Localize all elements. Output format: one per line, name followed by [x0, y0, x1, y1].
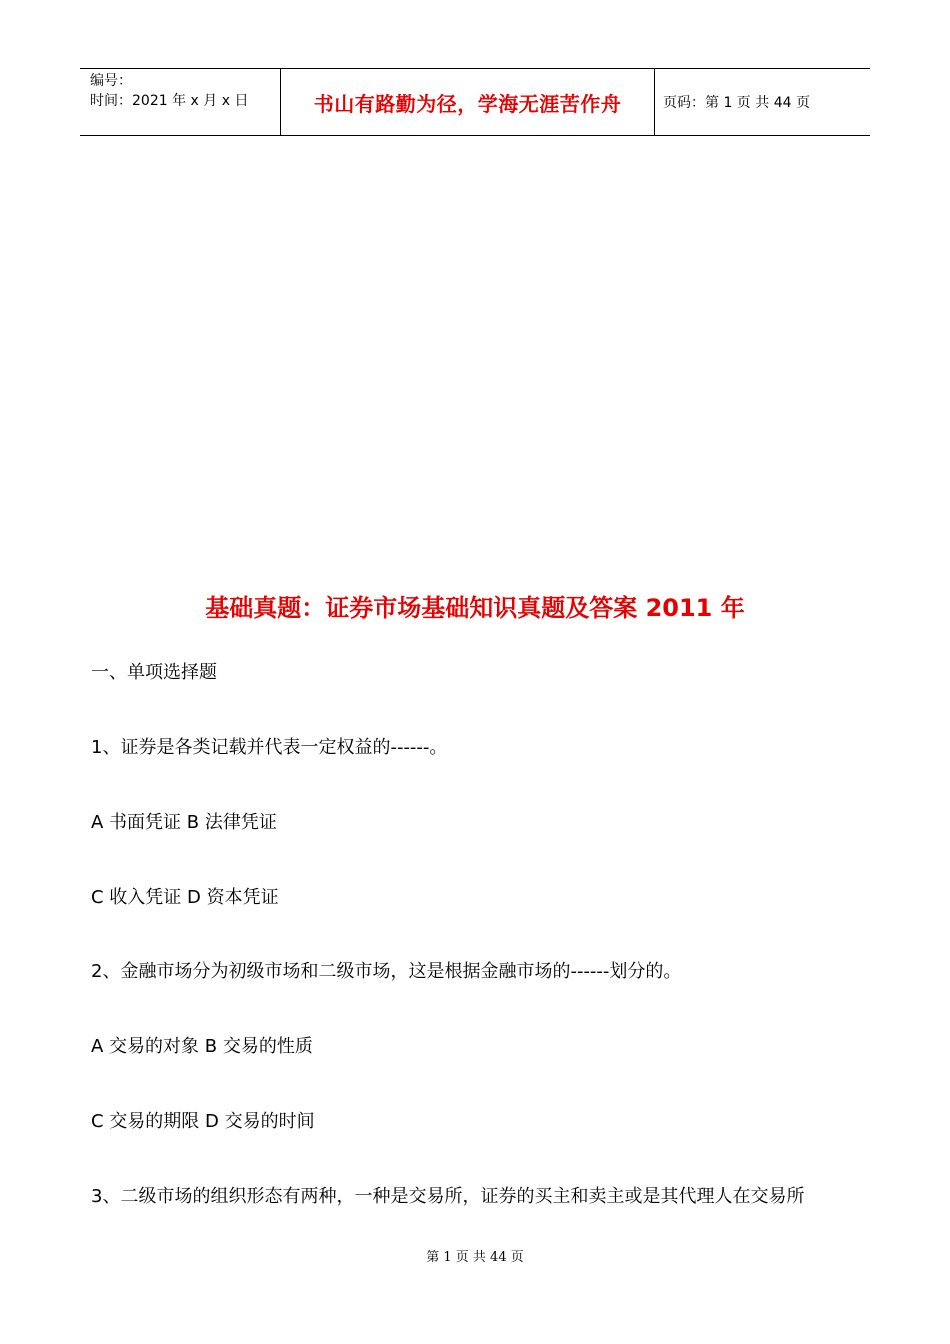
question-1-options-ab: A 书面凭证 B 法律凭证: [91, 812, 277, 833]
question-2-options-ab: A 交易的对象 B 交易的性质: [91, 1036, 313, 1057]
document-time-label: 时间：2021 年 x 月 x 日: [90, 93, 249, 109]
question-2: 2、金融市场分为初级市场和二级市场，这是根据金融市场的------划分的。: [91, 961, 682, 982]
section-heading: 一、单项选择题: [91, 662, 217, 683]
header-page-number: 页码：第 1 页 共 44 页: [663, 95, 810, 111]
header-info-cell: [80, 69, 281, 135]
question-1-options-cd: C 收入凭证 D 资本凭证: [91, 887, 279, 908]
question-1: 1、证券是各类记载并代表一定权益的------。: [91, 737, 448, 758]
page-header: [80, 68, 870, 136]
document-title: 基础真题：证券市场基础知识真题及答案 2011 年: [205, 594, 745, 622]
header-motto: 书山有路勤为径，学海无涯苦作舟: [281, 69, 655, 135]
page-footer: 第 1 页 共 44 页: [426, 1250, 524, 1265]
document-number-label: 编号：: [90, 73, 132, 89]
question-3: 3、二级市场的组织形态有两种，一种是交易所，证券的买主和卖主或是其代理人在交易所: [91, 1186, 805, 1207]
question-2-options-cd: C 交易的期限 D 交易的时间: [91, 1111, 315, 1132]
